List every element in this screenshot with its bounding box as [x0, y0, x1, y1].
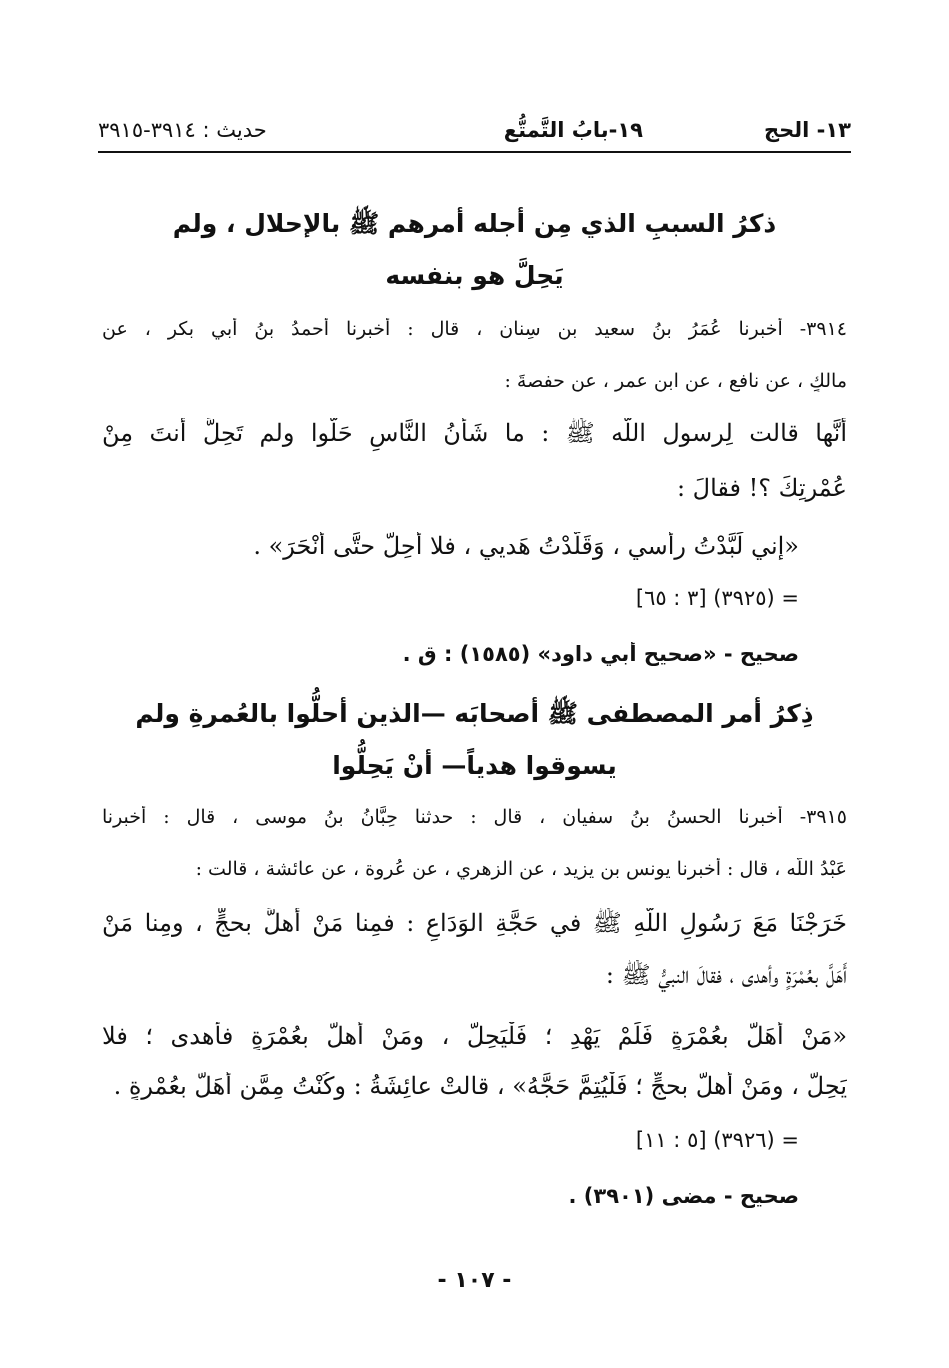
hadith-3914-grade: صحيح - «صحيح أبي داود» (١٥٨٥) : ق .: [402, 642, 799, 666]
running-header: [98, 118, 851, 152]
section-1-title-line-2: يَحِلَّ هو بنفسه: [385, 261, 564, 290]
hadith-3914-isnad-line-1: ٣٩١٤- أخبرنا عُمَرُ بنُ سعيد بن سِنان ، قال : أخبرنا أحمدُ بنُ أبي بكرٍ ، عن: [102, 318, 847, 340]
header-chapter: ١٩-بابُ التَّمتُّع: [503, 118, 643, 142]
hadith-3915-cross-reference: = (٣٩٢٦) [٥ : ١١]: [635, 1128, 799, 1152]
hadith-3915-grade: صحيح - مضى (٣٩٠١) .: [568, 1184, 799, 1208]
header-hadith-range: حديث : ٣٩١٤-٣٩١٥: [98, 118, 267, 142]
hadith-3915-matn-line-2: أَهَلَّ بعُمْرَةٍ وأهدى ، فقالَ النبيُّ ﷺ :: [605, 961, 847, 989]
hadith-3915-isnad-line-2: عَبْدُ اللَّه ، قال : أخبرنا يونس بن يزيد ، عن الزهري ، عن عُروة ، عن عائشة ، قالت :: [195, 858, 847, 880]
section-2-title-line-1: ذِكرُ أمر المصطفى ﷺ أصحابَه —الذين أحلُّوا بالعُمرةِ ولم: [135, 699, 814, 728]
section-1-title-line-1: ذكرُ السببِ الذي مِن أجله أمرهم ﷺ بالإحلال ، ولم: [172, 209, 777, 238]
header-rule: [98, 151, 851, 153]
hadith-3914-prophetic-quote: «إني لَبَّدْتُ رأسي ، وَقَلَّدْتُ هَديي ، فلا أَحِلُّ حتَّى أَنْحَرَ» .: [253, 532, 799, 560]
page-number: - ١٠٧ -: [437, 1268, 512, 1293]
hadith-3914-matn-line-1: أنَّها قالت لِرسول اللَّه ﷺ : ما شَأْنُ النَّاسِ حَلُّوا ولم تَحِلَّ أنتَ مِنْ: [102, 419, 847, 447]
hadith-3915-isnad-line-1: ٣٩١٥- أخبرنا الحسنُ بنُ سفيان ، قال : حدثنا حِبَّانُ بنُ موسى ، قال : أخبرنا: [102, 806, 847, 828]
hadith-3914-matn-line-2: عُمْرتِكَ ؟! فقالَ :: [676, 474, 847, 502]
section-2-title-line-2: يسوقوا هدياً— أنْ يَحِلُّوا: [332, 751, 617, 780]
hadith-3915-prophetic-quote-line-1: «مَنْ أَهَلَّ بعُمْرَةٍ فَلَمْ يَهْدِ ؛ فَلْيَحِلَّ ، ومَنْ أَهلَّ بعُمْرَةٍ فأهدى ؛ فلا: [102, 1022, 847, 1050]
hadith-3915-prophetic-quote-line-2: يَحِلَّ ، ومَنْ أهلَّ بحجٍّ ؛ فَلْيُتِمَّ حَجَّهُ» ، قالتْ عائِشَةُ : وكُنْتُ مِمَّن أَهَلَّ بعُمْرةٍ .: [113, 1072, 847, 1100]
hadith-3914-isnad-line-2: مالكٍ ، عن نافعٍ ، عن ابنِ عمر ، عن حفصةَ :: [504, 370, 847, 392]
hadith-3915-matn-line-1: خَرَجْنَا مَعَ رَسُولِ اللَّهِ ﷺ في حَجَّةِ الوَدَاعِ : فمِنا مَنْ أهلَّ بحجٍّ ، ومِنا مَنْ: [102, 909, 847, 937]
hadith-3914-cross-reference: = (٣٩٢٥) [٣ : ٦٥]: [635, 586, 799, 610]
header-book: ١٣- الحج: [763, 118, 851, 142]
